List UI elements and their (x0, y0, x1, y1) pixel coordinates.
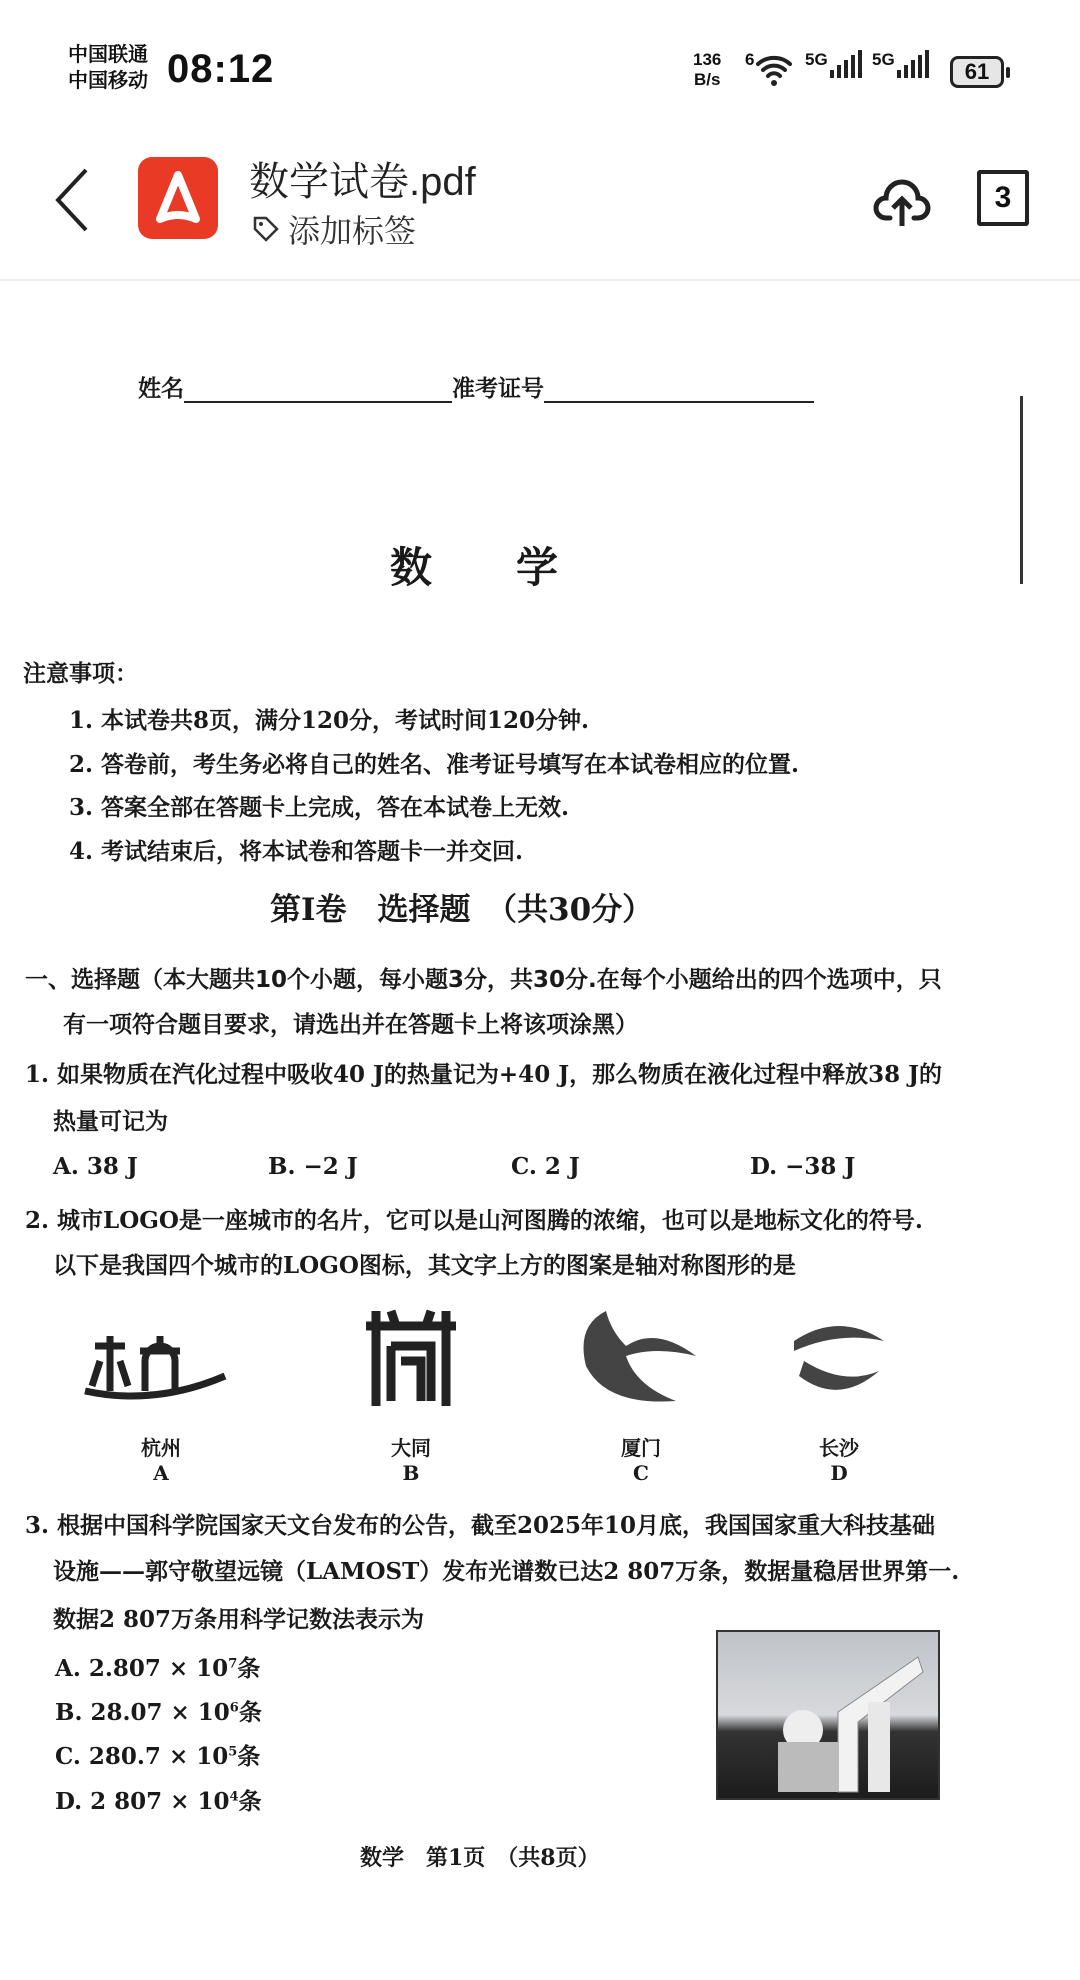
option-exponent: 4 (229, 1789, 239, 1805)
sim1-label: 5G (805, 50, 828, 69)
option-exponent: 5 (228, 1744, 238, 1760)
logo-letter: B (402, 1461, 420, 1485)
q3-text-2: 设施——郭守敬望远镜（LAMOST）发布光谱数已达2 807万条，数据量稳居世界第一. (53, 1558, 960, 1585)
add-tag-label: 添加标签 (288, 213, 417, 249)
notice-title: 注意事项： (23, 661, 138, 687)
carrier-1: 中国联通 (68, 44, 148, 66)
tag-icon (252, 215, 280, 243)
name-label: 姓名 (138, 375, 184, 402)
q3-option-a (55, 1650, 260, 1683)
logo-city: 厦门 (621, 1436, 661, 1460)
q1-option-b: B. −2 J (268, 1153, 358, 1180)
q3-text-1: 3. 根据中国科学院国家天文台发布的公告，截至2025年10月底，我国国家重大科技基础 (25, 1512, 936, 1539)
net-speed (693, 50, 721, 90)
option-base: C. 280.7 × 10 (55, 1743, 229, 1770)
option-unit: 条 (238, 1788, 262, 1815)
notice-1: 1. 本试卷共8页，满分120分，考试时间120分钟. (69, 707, 590, 734)
document-title: 数学试卷.pdf (249, 160, 476, 204)
sim2-label: 5G (872, 50, 895, 69)
q1-text-1: 1. 如果物质在汽化过程中吸收40 J的热量记为+40 J，那么物质在液化过程中释放38 J的 (25, 1061, 942, 1088)
scrollbar[interactable] (1020, 396, 1023, 584)
q1-option-c: C. 2 J (511, 1153, 580, 1180)
cloud-upload-icon (872, 172, 932, 228)
q3-text-3: 数据2 807万条用科学记数法表示为 (53, 1606, 425, 1633)
exam-id-label: 准考证号 (452, 375, 544, 402)
exam-id-blank (544, 379, 814, 403)
telescope-photo (716, 1630, 940, 1800)
option-unit: 条 (238, 1699, 262, 1726)
battery-icon: 61 (950, 56, 1004, 88)
carrier-names (68, 42, 148, 94)
q3-option-d (55, 1783, 262, 1816)
section-instruction-1: 一、选择题（本大题共10个小题，每小题3分，共30分.在每个小题给出的四个选项中，只 (25, 967, 942, 993)
section-instruction-2: 有一项符合题目要求，请选出并在答题卡上将该项涂黑） (63, 1012, 638, 1038)
logo-city: 大同 (391, 1436, 431, 1460)
logo-letter: A (153, 1461, 169, 1485)
q1-option-d: D. −38 J (750, 1153, 856, 1180)
cloud-upload-button[interactable] (872, 172, 932, 233)
q2-text-1: 2. 城市LOGO是一座城市的名片，它可以是山河图腾的浓缩，也可以是地标文化的符号. (25, 1207, 923, 1234)
option-unit: 条 (237, 1743, 261, 1770)
wifi-label: 6 (745, 50, 755, 69)
logo-city: 长沙 (819, 1436, 859, 1460)
chevron-left-icon (50, 165, 95, 235)
pdf-app-icon (138, 157, 218, 239)
logo-datong (336, 1306, 486, 1411)
add-tag-button[interactable] (252, 206, 416, 252)
logo-xiamen (566, 1306, 716, 1411)
option-exponent: 6 (229, 1700, 239, 1716)
clock: 08:12 (167, 47, 275, 91)
candidate-info-line (138, 370, 814, 403)
notice-4: 4. 考试结束后，将本试卷和答题卡一并交回. (69, 838, 524, 865)
option-base: A. 2.807 × 10 (55, 1655, 229, 1682)
option-unit: 条 (237, 1655, 261, 1682)
logo-d-caption (799, 1432, 879, 1485)
q1-option-a: A. 38 J (53, 1153, 138, 1180)
logo-c-caption (601, 1432, 681, 1485)
signal-sim1-icon (805, 50, 862, 78)
logo-city: 杭州 (141, 1436, 181, 1460)
net-speed-unit: B/s (693, 70, 721, 89)
logo-a-caption (121, 1432, 201, 1485)
carrier-2: 中国移动 (68, 70, 148, 92)
logo-b-caption (371, 1432, 451, 1485)
subject-title: 数 学 (390, 543, 559, 592)
page-footer: 数学 第1页 （共8页） (360, 1845, 600, 1871)
page-count-button[interactable]: 3 (977, 170, 1029, 226)
option-exponent: 7 (228, 1656, 238, 1672)
logo-changsha (764, 1306, 914, 1411)
back-button[interactable] (50, 165, 95, 235)
q3-option-c (55, 1738, 260, 1771)
signal-sim2-icon (872, 50, 929, 78)
q3-option-b (55, 1694, 262, 1727)
header-divider (0, 279, 1080, 281)
option-base: D. 2 807 × 10 (55, 1788, 230, 1815)
q1-text-2: 热量可记为 (53, 1108, 168, 1135)
notice-3: 3. 答案全部在答题卡上完成，答在本试卷上无效. (69, 794, 570, 821)
net-speed-value: 136 (693, 50, 722, 69)
part-title: 第Ⅰ卷 选择题 （共30分） (270, 892, 654, 928)
wifi-icon (745, 50, 794, 90)
notice-2: 2. 答卷前，考生务必将自己的姓名、准考证号填写在本试卷相应的位置. (69, 751, 800, 778)
logo-letter: D (830, 1461, 848, 1485)
option-base: B. 28.07 × 10 (55, 1699, 230, 1726)
logo-hangzhou (80, 1306, 230, 1411)
q2-text-2: 以下是我国四个城市的LOGO图标，其文字上方的图案是轴对称图形的是 (53, 1252, 796, 1279)
name-blank (184, 379, 452, 403)
logo-letter: C (633, 1461, 649, 1485)
